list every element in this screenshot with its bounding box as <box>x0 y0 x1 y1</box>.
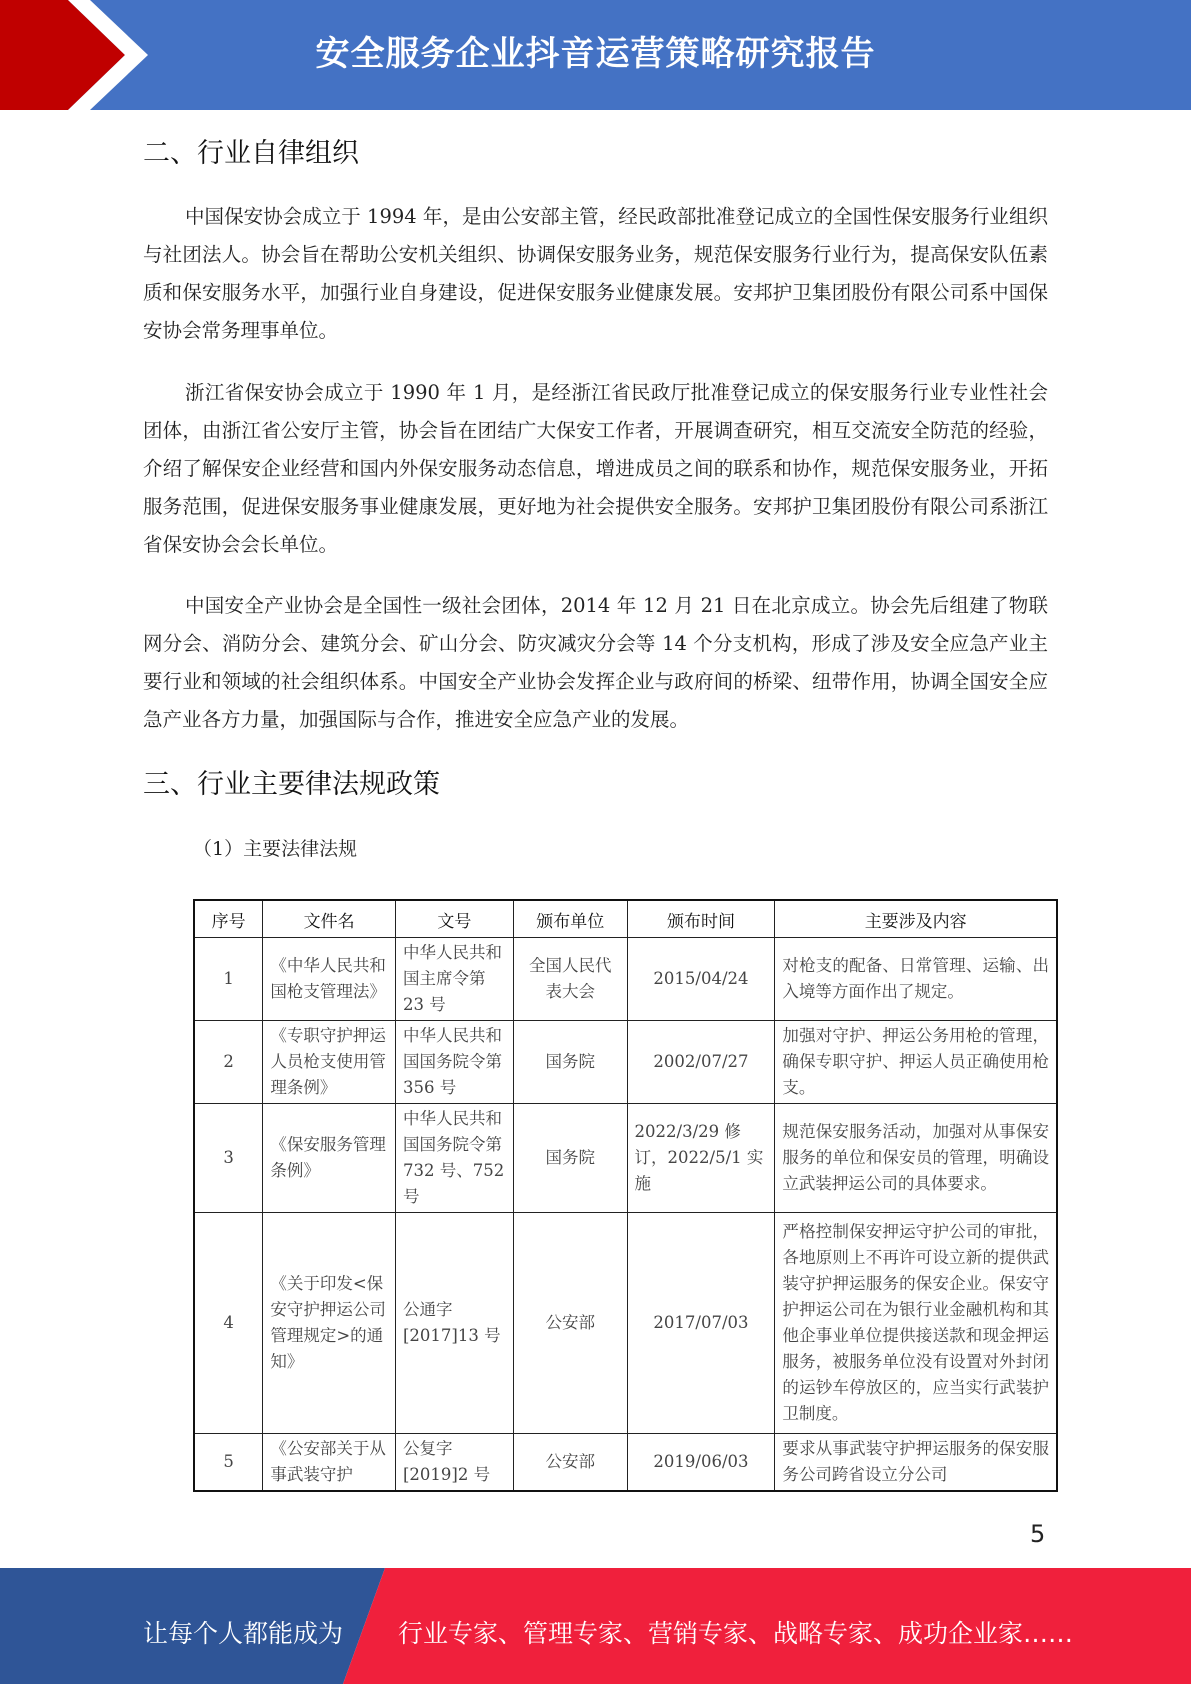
cell-document-name: 《公安部关于从事武装守护 <box>263 1434 396 1492</box>
cell-document-number: 公通字[2017]13 号 <box>395 1213 513 1434</box>
footer-slogan-right: 行业专家、管理专家、营销专家、战略专家、成功企业家…… <box>398 1619 1074 1648</box>
cell-document-name: 《中华人民共和国枪支管理法》 <box>263 938 396 1021</box>
cell-issuer: 公安部 <box>513 1213 627 1434</box>
table-row <box>194 938 1057 1021</box>
page-number: 5 <box>1030 1520 1046 1548</box>
paragraph-1: 中国保安协会成立于 1994 年，是由公安部主管，经民政部批准登记成立的全国性保安服务行业组织与社团法人。协会旨在帮助公安机关组织、协调保安服务业务，规范保安服务行业行为，提高保安队伍素质和保安服务水平，加强行业自身建设，促进保安服务业健康发展。安邦护卫集团股份有限公司系中国保安协会常务理事单位。 <box>143 205 1048 342</box>
cell-document-number: 公复字[2019]2 号 <box>395 1434 513 1492</box>
header-issue-date: 颁布时间 <box>627 900 775 938</box>
table-header-row <box>194 900 1057 938</box>
cell-issuer: 国务院 <box>513 1104 627 1213</box>
page-header <box>0 0 1191 110</box>
footer-slogan-left: 让每个人都能成为 <box>143 1619 344 1648</box>
cell-issue-date: 2002/07/27 <box>627 1021 775 1104</box>
cell-issue-date: 2022/3/29 修订，2022/5/1 实施 <box>627 1104 775 1213</box>
cell-issue-date: 2017/07/03 <box>627 1213 775 1434</box>
cell-issuer: 全国人民代表大会 <box>513 938 627 1021</box>
header-issuer: 颁布单位 <box>513 900 627 938</box>
cell-document-name: 《关于印发<保安守护押运公司管理规定>的通知》 <box>263 1213 396 1434</box>
cell-issuer: 公安部 <box>513 1434 627 1492</box>
cell-index: 5 <box>194 1434 263 1492</box>
cell-document-number: 中华人民共和国主席令第 23 号 <box>395 938 513 1021</box>
section-heading-self-regulatory: 二、行业自律组织 <box>143 138 359 169</box>
header-main-content: 主要涉及内容 <box>775 900 1057 938</box>
cell-document-number: 中华人民共和国国务院令第 732 号、752 号 <box>395 1104 513 1213</box>
table-row <box>194 1434 1057 1492</box>
header-index: 序号 <box>194 900 263 938</box>
cell-issuer: 国务院 <box>513 1021 627 1104</box>
cell-main-content: 严格控制保安押运守护公司的审批，各地原则上不再许可设立新的提供武装守护押运服务的保安企业。保安守护押运公司在为银行业金融机构和其他企事业单位提供接送款和现金押运服务，被服务单位没有设置对外封闭的运钞车停放区的，应当实行武装护卫制度。 <box>775 1213 1057 1434</box>
cell-issue-date: 2015/04/24 <box>627 938 775 1021</box>
cell-main-content: 加强对守护、押运公务用枪的管理，确保专职守护、押运人员正确使用枪支。 <box>775 1021 1057 1104</box>
cell-index: 4 <box>194 1213 263 1434</box>
cell-document-name: 《专职守护押运人员枪支使用管理条例》 <box>263 1021 396 1104</box>
header-title: 安全服务企业抖音运营策略研究报告 <box>315 34 876 74</box>
section-heading-laws: 三、行业主要律法规政策 <box>143 769 440 800</box>
laws-table <box>193 899 1058 1492</box>
paragraph-3: 中国安全产业协会是全国性一级社会团体，2014 年 12 月 21 日在北京成立。协会先后组建了物联网分会、消防分会、建筑分会、矿山分会、防灾减灾分会等 14 个分支机构，形成了涉及安全应急产业主要行业和领域的社会组织体系。中国安全产业协会发挥企业与政府间的桥梁、纽带作用，协调全国安全应急产业各方力量，加强国际与合作，推进安全应急产业的发展。 <box>143 594 1048 731</box>
subheading-main-laws: （1）主要法律法规 <box>193 838 358 860</box>
table-row <box>194 1021 1057 1104</box>
cell-issue-date: 2019/06/03 <box>627 1434 775 1492</box>
header-document-number: 文号 <box>395 900 513 938</box>
table-row <box>194 1213 1057 1434</box>
table-row <box>194 1104 1057 1213</box>
cell-index: 2 <box>194 1021 263 1104</box>
cell-main-content: 规范保安服务活动，加强对从事保安服务的单位和保安员的管理，明确设立武装押运公司的具体要求。 <box>775 1104 1057 1213</box>
paragraph-2: 浙江省保安协会成立于 1990 年 1 月，是经浙江省民政厅批准登记成立的保安服务行业专业性社会团体，由浙江省公安厅主管，协会旨在团结广大保安工作者，开展调查研究，相互交流安全防范的经验，介绍了解保安企业经营和国内外保安服务动态信息，增进成员之间的联系和协作，规范保安服务业，开拓服务范围，促进保安服务事业健康发展，更好地为社会提供安全服务。安邦护卫集团股份有限公司系浙江省保安协会会长单位。 <box>143 381 1048 556</box>
cell-main-content: 对枪支的配备、日常管理、运输、出入境等方面作出了规定。 <box>775 938 1057 1021</box>
header-document-name: 文件名 <box>263 900 396 938</box>
cell-main-content: 要求从事武装守护押运服务的保安服务公司跨省设立分公司 <box>775 1434 1057 1492</box>
page-footer <box>0 1568 1191 1684</box>
cell-index: 3 <box>194 1104 263 1213</box>
cell-document-number: 中华人民共和国国务院令第 356 号 <box>395 1021 513 1104</box>
cell-document-name: 《保安服务管理条例》 <box>263 1104 396 1213</box>
cell-index: 1 <box>194 938 263 1021</box>
